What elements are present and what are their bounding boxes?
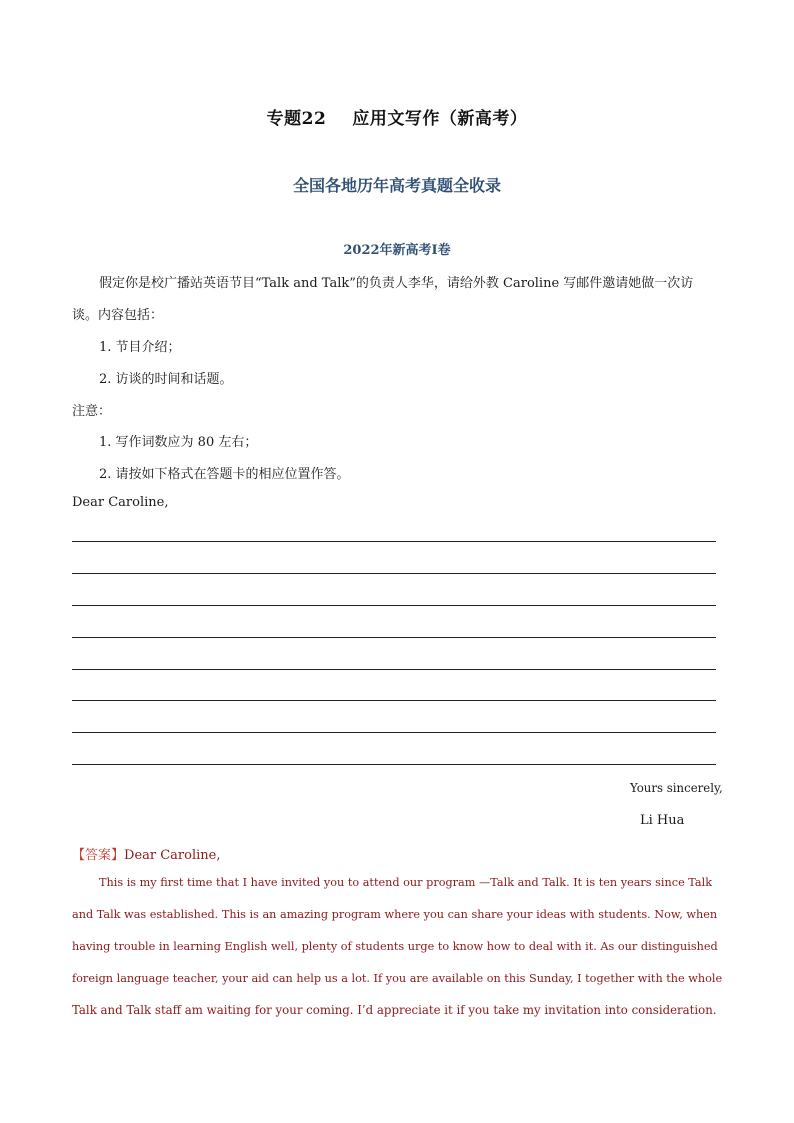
- writing-line: [72, 732, 716, 733]
- letter-closing: Yours sincerely,: [630, 781, 723, 795]
- collection-title: 全国各地历年高考真题全收录: [292, 176, 501, 195]
- letter-salutation: Dear Caroline,: [72, 495, 169, 510]
- writing-line: [72, 605, 716, 606]
- letter-signature: Li Hua: [640, 813, 685, 828]
- prompt-line-2: 谈。内容包括：: [72, 308, 164, 323]
- prompt-item-2: 2. 访谈的时间和话题。: [99, 372, 233, 387]
- notes-heading: 注意：: [72, 404, 112, 419]
- answer-line: and Talk was established. This is an amazing program where you can share your ideas with students. Now, when: [72, 908, 718, 921]
- answer-line: This is my first time that I have invited you to attend our program —Talk and Talk. It is ten years since Talk: [99, 876, 713, 889]
- writing-line: [72, 573, 716, 574]
- topic-name: 应用文写作（新高考）: [352, 109, 528, 129]
- answer-line: having trouble in learning English well, plenty of students urge to know how to deal with it. As our distinguished: [72, 940, 718, 953]
- exam-label: 2022年新高考I卷: [343, 243, 451, 258]
- note-1: 1. 写作词数应为 80 左右；: [99, 435, 258, 450]
- writing-line: [72, 637, 716, 638]
- answer-heading: [72, 844, 220, 863]
- answer-salutation: Dear Caroline,: [124, 848, 221, 863]
- answer-line: foreign language teacher, your aid can help us a lot. If you are available on this Sunday, I together with the whole: [72, 972, 723, 985]
- answer-line: Talk and Talk staff am waiting for your coming. I’d appreciate it if you take my invitation into consideration.: [72, 1003, 717, 1017]
- writing-line: [72, 669, 716, 670]
- topic-number: 专题22: [266, 109, 327, 129]
- note-2: 2. 请按如下格式在答题卡的相应位置作答。: [99, 467, 350, 482]
- writing-line: [72, 541, 716, 542]
- writing-line: [72, 764, 716, 765]
- prompt-line-1: 假定你是校广播站英语节目“Talk and Talk”的负责人李华，请给外教 Caroline 写邮件邀请她做一次访: [99, 276, 694, 291]
- answer-tag: 【答案】: [72, 848, 125, 863]
- prompt-item-1: 1. 节目介绍；: [99, 340, 181, 355]
- writing-line: [72, 700, 716, 701]
- page-title: [0, 104, 794, 129]
